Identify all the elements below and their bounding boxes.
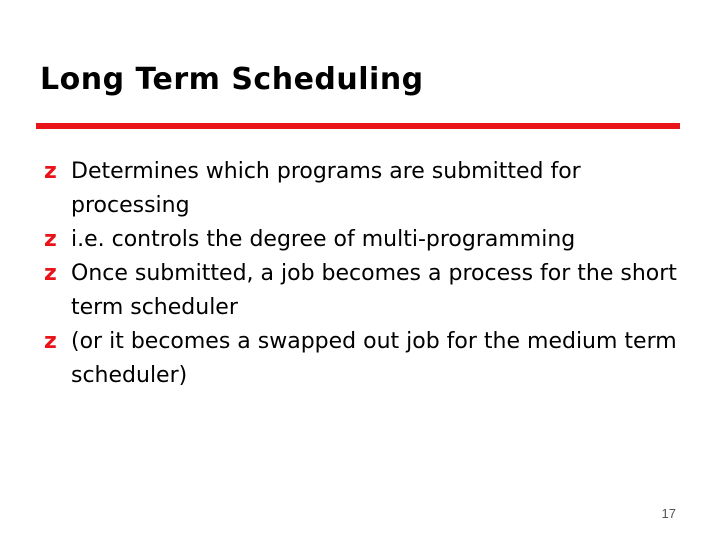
bullet-icon: z [44,227,57,252]
bullet-item [44,155,684,223]
bullet-item [44,223,684,257]
title-divider [36,123,680,129]
bullet-icon: z [44,261,57,286]
slide-title: Long Term Scheduling [40,62,424,97]
bullet-text: i.e. controls the degree of multi-programming [71,227,576,252]
bullet-icon: z [44,159,57,184]
bullet-item [44,257,684,325]
bullet-item [44,325,684,393]
bullet-text: Once submitted, a job becomes a process for the short term scheduler [71,261,677,320]
bullet-icon: z [44,329,57,354]
bullet-text: (or it becomes a swapped out job for the medium term scheduler) [71,329,677,388]
bullet-list [44,155,684,393]
bullet-text: Determines which programs are submitted for processing [71,159,581,218]
page-number: 17 [661,506,676,521]
